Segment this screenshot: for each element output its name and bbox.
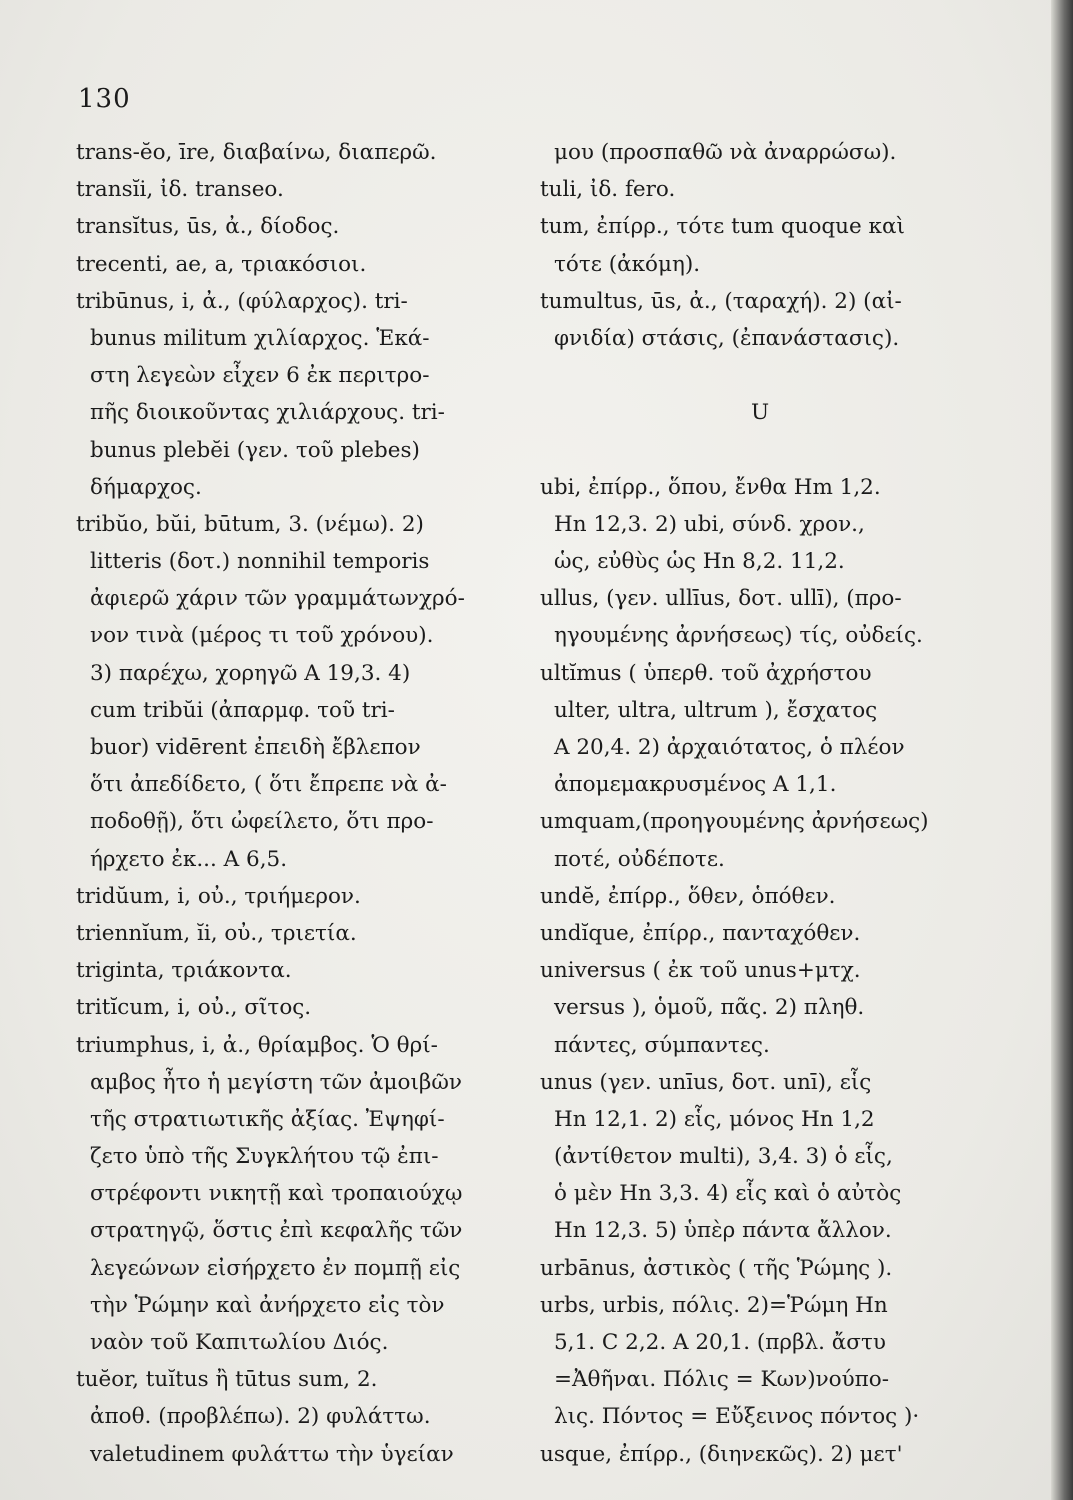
entry-line: undĭque, ἐπίρρ., πανταχόθεν. <box>540 920 861 946</box>
entry-line: ηγουμένης ἀρνήσεως) τίς, οὐδείς. <box>554 623 923 649</box>
entry-line: valetudinem φυλάττω τὴν ὑγείαν <box>90 1441 454 1467</box>
entry-line <box>540 432 980 469</box>
entry-line: μου (προσπαθῶ νὰ ἀναρρώσω). <box>554 140 897 165</box>
entry-line: στρατηγῷ, ὅστις ἐπὶ κεφαλῆς τῶν <box>90 1218 463 1244</box>
entry-line: litteris (δοτ.) nonnihil temporis <box>90 549 430 575</box>
right-column <box>540 134 980 1473</box>
entry-line: ὡς, εὐθὺς ὡς Hn 8,2. 11,2. <box>554 549 845 575</box>
entry-line: urbs, urbis, πόλις. 2)=Ῥώμη Hn <box>540 1292 888 1318</box>
page-number: 130 <box>78 84 131 114</box>
entry-line: ζετο ὑπὸ τῆς Συγκλήτου τῷ ἐπι- <box>90 1144 439 1170</box>
entry-line: στρέφοντι νικητῇ καὶ τροπαιούχῳ <box>90 1181 463 1207</box>
entry-line: versus ), ὁμοῦ, πᾶς. 2) πληθ. <box>554 995 865 1021</box>
entry-line: ποδοθῇ), ὅτι ὠφείλετο, ὅτι προ- <box>90 809 434 835</box>
book-spine-edge <box>1051 0 1073 1500</box>
entry-line: tumultus, ūs, ἀ., (ταραχή). 2) (αἰ- <box>540 288 902 314</box>
entry-line: ullus, (γεν. ullīus, δοτ. ullī), (προ- <box>540 586 902 612</box>
entry-line: ultĭmus ( ὑπερθ. τοῦ ἀχρήστου <box>540 660 872 686</box>
entry-line <box>540 357 980 394</box>
entry-line: unus (γεν. unīus, δοτ. unī), εἷς <box>540 1069 872 1095</box>
entry-line: 3) παρέχω, χορηγῶ A 19,3. 4) <box>90 660 411 686</box>
entry-line: urbānus, ἀστικὸς ( τῆς Ῥώμης ). <box>540 1255 893 1281</box>
entry-line: λις. Πόντος = Εὔξεινος πόντος )· <box>554 1404 920 1430</box>
entry-line: triennĭum, ĭi, οὐ., τριετία. <box>76 920 357 946</box>
entry-line: universus ( ἐκ τοῦ unus+μτχ. <box>540 958 861 984</box>
entry-line: cum tribŭi (ἀπαρμφ. τοῦ tri- <box>90 697 395 723</box>
entry-line: triginta, τριάκοντα. <box>76 958 292 984</box>
entry-line: tuĕor, tuĭtus ἢ tūtus sum, 2. <box>76 1367 378 1393</box>
entry-line: πάντες, σύμπαντες. <box>554 1032 770 1058</box>
entry-line: ναὸν τοῦ Καπιτωλίου Διός. <box>90 1330 389 1355</box>
entry-line: transĭi, ἰδ. transeo. <box>76 177 284 203</box>
entry-line: τῆς στρατιωτικῆς ἀξίας. Ἐψηφί- <box>90 1106 445 1132</box>
entry-line: triumphus, i, ἀ., θρίαμβος. Ὁ θρί- <box>76 1032 438 1058</box>
entry-line: Hn 12,1. 2) εἷς, μόνος Hn 1,2 <box>554 1106 875 1132</box>
entry-line: ὅτι ἀπεδίδετο, ( ὅτι ἔπρεπε νὰ ἀ- <box>90 772 447 798</box>
entry-line: δήμαρχος. <box>90 474 202 500</box>
entry-line: αμβος ἦτο ἡ μεγίστη τῶν ἀμοιβῶν <box>90 1069 462 1095</box>
entry-line: ulter, ultra, ultrum ), ἔσχατος <box>554 697 878 723</box>
entry-line: tritĭcum, i, οὐ., σῖτος. <box>76 995 312 1021</box>
entry-line: ποτέ, οὐδέποτε. <box>554 846 725 872</box>
left-column <box>76 134 516 1473</box>
entry-line: transĭtus, ūs, ἀ., δίοδος. <box>76 214 340 240</box>
entry-line: ubi, ἐπίρρ., ὅπου, ἔνθα Hm 1,2. <box>540 474 881 500</box>
entry-line: ἀποθ. (προβλέπω). 2) φυλάττω. <box>90 1404 431 1430</box>
entry-line: (ἀντίθετον multi), 3,4. 3) ὁ εἷς, <box>554 1144 893 1170</box>
entry-line: ἀπομεμακρυσμένος A 1,1. <box>554 772 837 798</box>
entry-line: πῆς διοικοῦντας χιλιάρχους. tri- <box>90 400 445 426</box>
entry-line: usque, ἐπίρρ., (διηνεκῶς). 2) μετ' <box>540 1441 903 1467</box>
entry-line: 5,1. C 2,2. A 20,1. (πρβλ. ἄστυ <box>554 1330 886 1355</box>
entry-line: tridŭum, i, οὐ., τριήμερον. <box>76 883 361 909</box>
entry-line: trans-ĕo, īre, διαβαίνω, διαπερῶ. <box>76 140 437 165</box>
entry-line: trecenti, ae, a, τριακόσιοι. <box>76 251 367 277</box>
entry-line: στη λεγεὼν εἶχεν 6 ἐκ περιτρο- <box>90 363 430 389</box>
entry-line: bunus plebĕi (γεν. τοῦ plebes) <box>90 437 420 463</box>
entry-line: τότε (ἀκόμη). <box>554 251 701 277</box>
entry-line: A 20,4. 2) ἀρχαιότατος, ὁ πλέον <box>554 735 905 760</box>
entry-line: tum, ἐπίρρ., τότε tum quoque καὶ <box>540 214 905 240</box>
entry-line: φνιδία) στάσις, (ἐπανάστασις). <box>554 325 900 351</box>
entry-line: νον τινὰ (μέρος τι τοῦ χρόνου). <box>90 623 434 649</box>
entry-line: umquam,(προηγουμένης ἀρνήσεως) <box>540 809 929 835</box>
entry-line: τὴν Ῥώμην καὶ ἀνήρχετο εἰς τὸν <box>90 1292 445 1318</box>
entry-line: buor) vidērent ἐπειδὴ ἔβλεπον <box>90 735 421 760</box>
entry-line: λεγεώνων εἰσήρχετο ἐν πομπῇ εἰς <box>90 1255 461 1281</box>
entry-line: =Ἀθῆναι. Πόλις = Κων)νούπο- <box>554 1367 890 1393</box>
entry-line: bunus militum χιλίαρχος. Ἑκά- <box>90 325 430 351</box>
entry-line: tribŭo, bŭi, būtum, 3. (νέμω). 2) <box>76 511 424 537</box>
entry-line: Hn 12,3. 5) ὑπὲρ πάντα ἄλλον. <box>554 1218 892 1244</box>
entry-line: undĕ, ἐπίρρ., ὅθεν, ὁπόθεν. <box>540 883 836 909</box>
entry-line: Hn 12,3. 2) ubi, σύνδ. χρον., <box>554 511 865 537</box>
entry-line: ἀφιερῶ χάριν τῶν γραμμάτωνχρό- <box>90 586 465 612</box>
entry-line: tuli, ἰδ. fero. <box>540 177 676 203</box>
entry-line: tribūnus, i, ἀ., (φύλαρχος). tri- <box>76 288 408 314</box>
entry-line: ὁ μὲν Hn 3,3. 4) εἷς καὶ ὁ αὐτὸς <box>554 1181 902 1207</box>
section-letter-heading: U <box>750 400 770 426</box>
entry-line: ήρχετο ἐκ... A 6,5. <box>90 846 288 872</box>
